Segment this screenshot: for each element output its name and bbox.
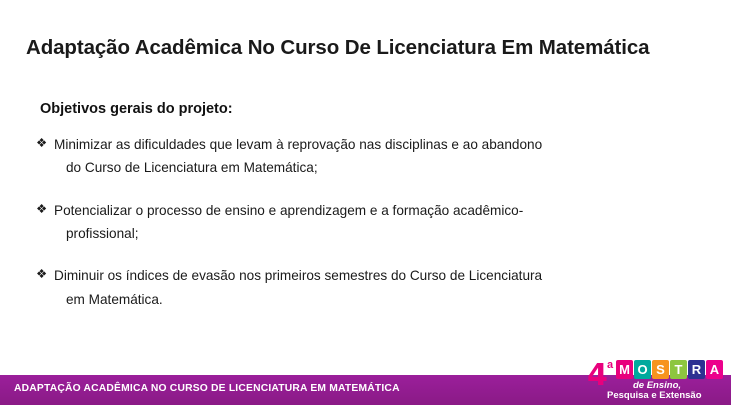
objectives-list	[36, 133, 702, 311]
diamond-bullet-icon: ❖	[36, 267, 48, 282]
logo-letter: R	[688, 360, 705, 379]
logo-ordinal: a	[607, 359, 614, 371]
list-item-line1: Diminuir os índices de evasão nos primeiros semestres do Curso de Licenciatura	[54, 268, 543, 284]
logo-letter-blocks	[616, 360, 723, 379]
diamond-bullet-icon: ❖	[36, 135, 48, 150]
list-item-line2: em Matemática.	[66, 291, 163, 307]
footer-title: ADAPTAÇÃO ACADÊMICA NO CURSO DE LICENCIATURA EM MATEMÁTICA	[14, 383, 400, 394]
logo-letter: A	[706, 360, 723, 379]
logo-subtitle-2: Pesquisa e Extensão	[607, 390, 702, 401]
mostra-logo	[585, 357, 725, 403]
logo-letter: S	[652, 360, 669, 379]
list-item-line1: Potencializar o processo de ensino e aprendizagem e a formação acadêmico-	[54, 202, 524, 218]
logo-letter: T	[670, 360, 687, 379]
logo-letter: O	[634, 360, 651, 379]
list-item-line1: Minimizar as dificuldades que levam à reprovação nas disciplinas e ao abandono	[54, 136, 543, 152]
page-title: Adaptação Acadêmica No Curso De Licenciatura Em Matemática	[26, 36, 650, 59]
logo-number: 4	[587, 358, 608, 393]
diamond-bullet-icon: ❖	[36, 201, 48, 216]
list-item-line2: do Curso de Licenciatura em Matemática;	[66, 160, 318, 176]
section-subheading: Objetivos gerais do projeto:	[40, 101, 233, 117]
slide-body	[36, 100, 702, 311]
logo-letter: M	[616, 360, 633, 379]
list-item	[36, 199, 702, 246]
list-item	[36, 264, 702, 311]
logo-subtitle-1: de Ensino,	[633, 380, 682, 391]
list-item-line2: profissional;	[66, 225, 139, 241]
list-item	[36, 133, 702, 180]
